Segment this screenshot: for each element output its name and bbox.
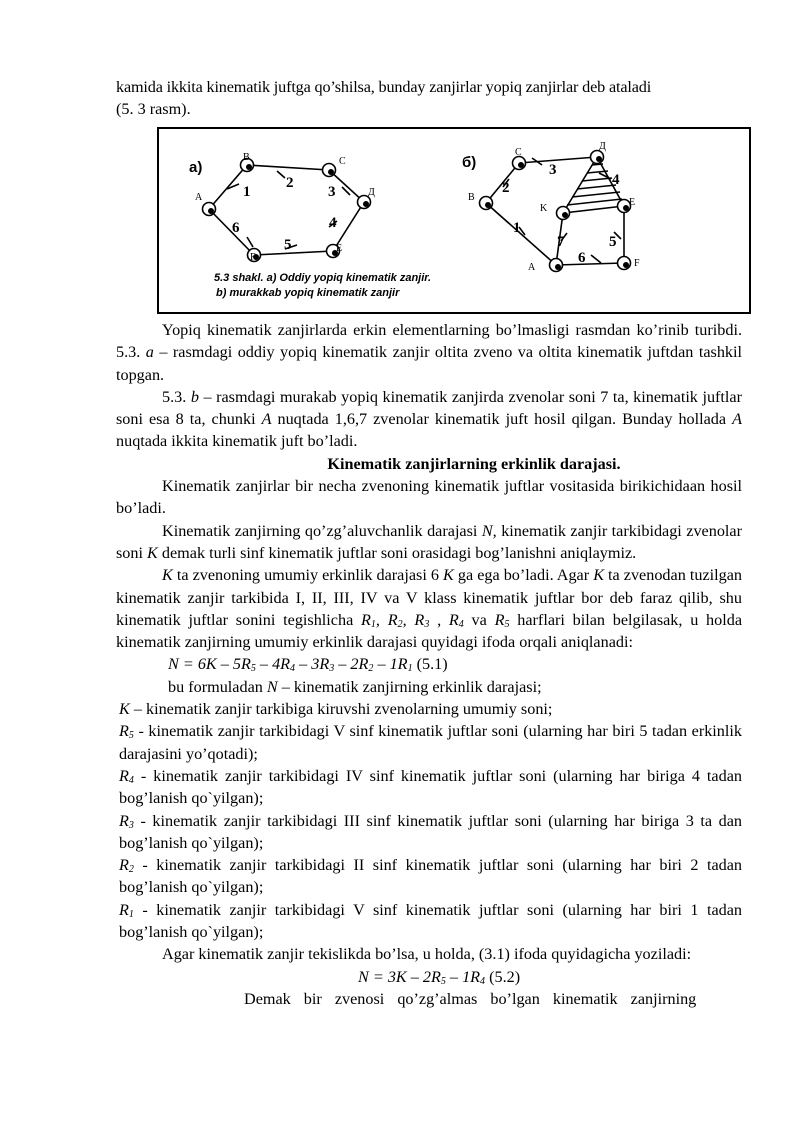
def-K: K – kinematik zanjir tarkibiga kiruvshi zvenolarning umumiy soni; [119, 700, 553, 719]
link-a-4: 4 [329, 215, 337, 231]
node-a-C: C [339, 156, 346, 167]
figure-caption [214, 271, 431, 301]
link-b-3: 3 [549, 162, 557, 178]
last-line: Demak bir zvenosi qo’zg’almas bo’lgan kinematik zanjirning [244, 989, 697, 1008]
node-b-F: F [634, 258, 640, 269]
p4-symbol-K: K [147, 543, 158, 562]
paragraph-5 [116, 564, 742, 653]
node-b-C: C [515, 147, 522, 158]
p5-text-b: ta zvenoning umumiy erkinlik darajasi 6 [172, 566, 444, 585]
node-a-D: Д [368, 187, 375, 198]
p2-text-c: – rasmdagi murakab yopiq kinematik zanjirda zvenolar soni 7 ta, kinematik juftlar soni esa 8 ta, chunki [116, 387, 742, 429]
figure-5-3 [157, 127, 751, 314]
section-heading: Kinematik zanjirlarning erkinlik darajasi. [327, 454, 621, 473]
p4-text-a: Kinematik zanjirning qo’zg’aluvchanlik darajasi [162, 521, 482, 540]
p1-ref-a: a [145, 343, 154, 362]
def-R2-text: - kinematik zanjir tarkibidagi II sinf kinematik juftlar soni (ularning har biri 2 tadan bog’lanish qo`yilgan); [119, 856, 742, 897]
def-R3-text: - kinematik zanjir tarkibidagi III sinf kinematik juftlar soni (ularning har biriga 3 ta dan bog’lanish qo`yilgan); [119, 811, 743, 852]
paragraph-4 [116, 520, 742, 565]
figure-label-b: б) [462, 154, 477, 171]
intro-text [116, 76, 742, 121]
def-R5-text: - kinematik zanjir tarkibidagi V sinf kinematik juftlar soni (ularning har biri 5 tadan erkinlik darajasini yo’qotadi); [119, 722, 742, 763]
node-a-A: A [195, 192, 203, 203]
p4-text-c: kinematik zanjir tarkibidagi zvenolar soni [116, 521, 742, 562]
body-text [116, 319, 742, 1010]
p5-symbols-R: $R_1$, $R_2$, $R_3$ , $R_4$ [361, 610, 464, 630]
p1-text-a: Yopiq kinematik zanjirlarda erkin elementlarning bo’lmasligi rasmdan ko’rinib turibdi. 5.3. [116, 321, 742, 362]
def-R4: $R_4$ - kinematik zanjir tarkibidagi IV sinf kinematik juftlar soni (ularning har biriga 4 tadan bog’lanish qo`yilgan); [119, 766, 742, 808]
intro-line-1: kamida ikkita kinematik juftga qo’shilsa, bunday zanjirlar yopiq zanjirlar deb ataladi [116, 78, 652, 96]
def-R3: $R_3$ - kinematik zanjir tarkibidagi III sinf kinematik juftlar soni (ularning har biriga 3 ta dan bog’lanish qo`yilgan); [119, 811, 743, 852]
formula-5-1 [116, 653, 742, 675]
link-a-1: 1 [243, 184, 251, 200]
p2-point-A: A [261, 410, 272, 429]
p5-text-g: va [463, 610, 495, 629]
link-b-6: 6 [578, 250, 586, 266]
p5-text-d: ga ega bo’ladi. Agar [453, 566, 594, 585]
def-R5: $R_5$ - kinematik zanjir tarkibidagi V sinf kinematik juftlar soni (ularning har biri 5 tadan erkinlik darajasini yo’qotadi); [119, 722, 742, 763]
p5-symbol-K: K [162, 566, 173, 585]
p4-text-e: demak turli sinf kinematik juftlar soni orasidagi bog’lanishni aniqlaymiz. [157, 543, 637, 562]
figure-label-a: a) [189, 159, 203, 176]
p2-point-A-2: A [732, 410, 742, 429]
p5-symbol-K-3: K [593, 566, 604, 585]
p2-text-a: 5.3. [162, 387, 191, 406]
node-b-K: K [540, 203, 548, 214]
link-a-2: 2 [286, 175, 294, 191]
formula-5-2-expr: $N = 3K - 2R_5 - 1R_4$ [358, 967, 486, 987]
caption-line-2: b) murakkab yopiq kinematik zanjir [216, 287, 400, 299]
p5-symbol-R5: $R_5$ [494, 610, 510, 630]
p4-symbol-N: N, [481, 521, 497, 540]
node-b-E: E [629, 197, 636, 208]
def-R2: $R_2$ - kinematik zanjir tarkibidagi II sinf kinematik juftlar soni (ularning har biri 2 tadan bog’lanish qo`yilgan); [119, 856, 742, 897]
link-b-5: 5 [609, 234, 617, 250]
def-R4-text: - kinematik zanjir tarkibidagi IV sinf kinematik juftlar soni (ularning har biriga 4 tadan bog’lanish qo`yilgan); [119, 766, 742, 808]
def-R1: $R_1$ - kinematik zanjir tarkibidagi V sinf kinematik juftlar soni (ularning har biri 1 tadan bog’lanish qo`yilgan); [119, 900, 743, 942]
p1-text-c: – rasmdagi oddiy yopiq kinematik zanjir oltita zveno va oltita kinematik juftdan tashkil topgan. [116, 343, 742, 384]
formula-5-1-expr: $N = 6K - 5R_5 - 4R_4 - 3R_3 - 2R_2 - 1R_1$ [168, 655, 413, 675]
paragraph-1 [116, 319, 742, 386]
intro-line-2: (5. 3 rasm). [116, 100, 191, 119]
formula-5-2-number: (5.2) [489, 967, 521, 986]
def-K-text: – kinematik zanjir tarkibiga kiruvshi zvenolarning umumiy soni; [133, 700, 553, 719]
formula-5-2 [116, 966, 742, 988]
link-b-1: 1 [513, 220, 521, 236]
p5-text-f: ta zvenodan tuzilgan kinematik zanjir tarkibida I, II, III, IV va V klass kinematik juftlar bor deb faraz qilib, shu kinematik juftlar sonini tegishlicha [116, 566, 742, 629]
def-R1-text: - kinematik zanjir tarkibidagi V sinf kinematik juftlar soni (ularning har biri 1 tadan bog’lanish qo`yilgan); [119, 900, 743, 942]
p5-text-h: harflari bilan belgilasak, u holda kinematik zanjirning umumiy erkinlik darajasi quyidagi ifoda orqali aniqlanadi: [116, 610, 743, 652]
node-a-B: B [243, 152, 250, 163]
caption-line-1: 5.3 shakl. a) Oddiy yopiq kinematik zanjir. [214, 272, 432, 284]
link-a-5: 5 [284, 237, 292, 253]
p5-symbol-K-2: K [443, 566, 454, 585]
paragraph-3: Kinematik zanjirlar bir necha zvenoning kinematik juftlar vositasida birikichidaan hosil bo’ladi. [116, 477, 742, 518]
p2-ref-b: b [190, 387, 199, 406]
link-b-7: 7 [557, 234, 565, 250]
node-b-D: Д [599, 141, 606, 152]
formula-5-1-number: (5.1) [416, 655, 448, 674]
p2-text-g: nuqtada ikkita kinematik juft bo’ladi. [116, 432, 358, 451]
link-a-3: 3 [328, 184, 336, 200]
link-b-4: 4 [612, 172, 620, 188]
node-a-E: E [336, 243, 343, 254]
node-b-A: A [528, 262, 536, 273]
node-a-F: F [250, 252, 256, 263]
p2-text-e: nuqtada 1,6,7 zvenolar kinematik juft hosil qilgan. Bunday hollada [271, 410, 733, 429]
paragraph-6: Agar kinematik zanjir tekislikda bo’lsa, u holda, (3.1) ifoda quyidagicha yoziladi: [162, 945, 692, 964]
def-intro: bu formuladan N – kinematik zanjirning erkinlik darajasi; [168, 677, 542, 696]
link-a-6: 6 [232, 220, 240, 236]
node-b-B: B [468, 192, 475, 203]
paragraph-2 [116, 386, 742, 453]
link-b-2: 2 [502, 180, 510, 196]
